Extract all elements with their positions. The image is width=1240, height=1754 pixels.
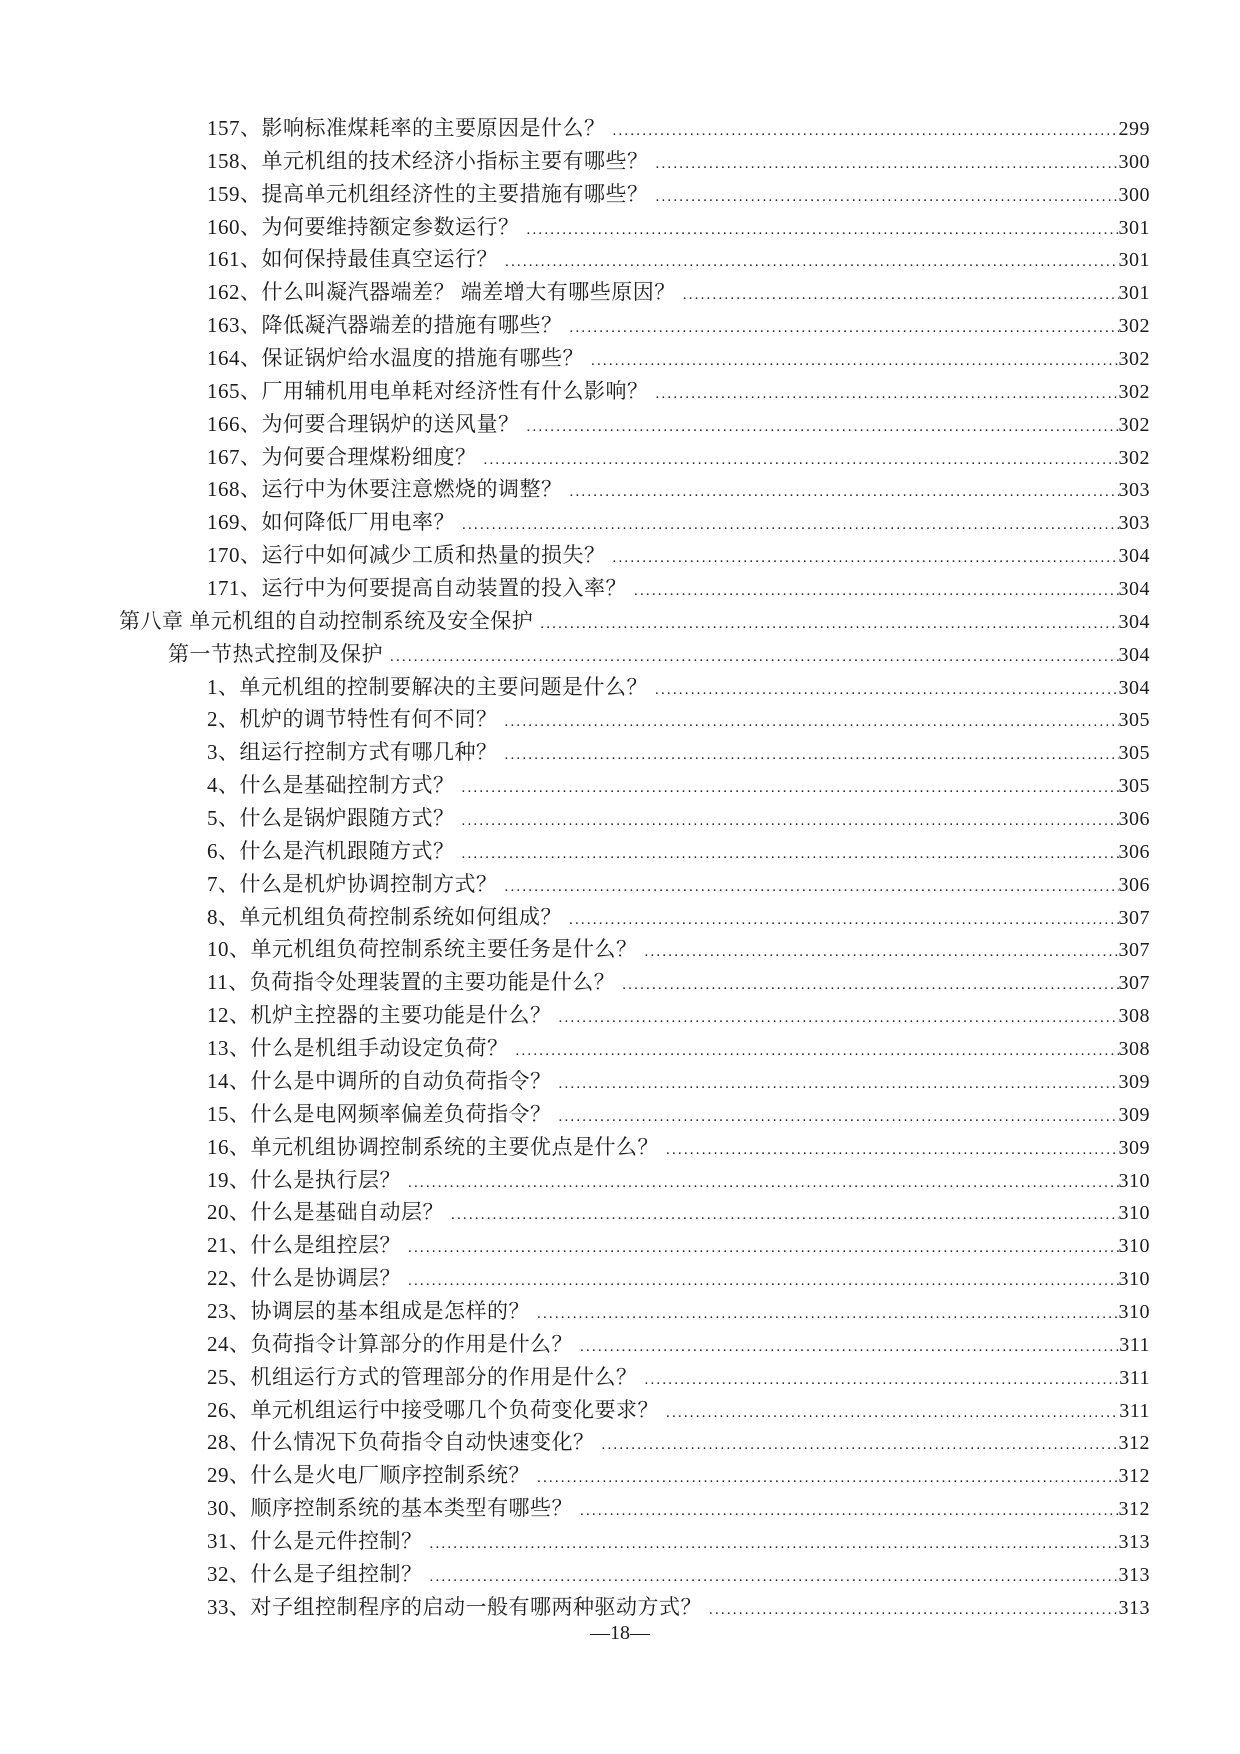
dot-leader [666, 1131, 1119, 1167]
toc-entry-label: 169、如何降低厂用电率？ [207, 510, 455, 535]
toc-entry-label: 22、什么是协调层？ [207, 1266, 401, 1291]
toc-entry-page: 313 [1118, 1563, 1150, 1586]
toc-entry-page: 309 [1118, 1103, 1150, 1126]
toc-entry-label: 19、什么是执行层？ [207, 1167, 401, 1192]
toc-entry[interactable] [119, 1558, 1150, 1591]
toc-entry-page: 305 [1118, 775, 1150, 798]
dot-leader [559, 999, 1119, 1035]
dot-leader [462, 506, 1119, 542]
dot-leader [430, 1558, 1119, 1594]
dot-leader [645, 933, 1119, 969]
dot-leader [656, 375, 1119, 411]
dot-leader [527, 408, 1119, 444]
toc-entry[interactable] [119, 539, 1150, 572]
toc-entry-label: 20、什么是基础自动层？ [207, 1200, 444, 1225]
toc-entry-label: 171、运行中为何要提高自动装置的投入率？ [207, 576, 627, 601]
dot-leader [602, 1426, 1119, 1462]
toc-entry-label: 163、降低凝汽器端差的措施有哪些？ [207, 313, 563, 338]
toc-entry[interactable] [119, 1361, 1150, 1394]
dot-leader [570, 309, 1119, 345]
dot-leader [408, 1229, 1119, 1265]
dot-leader [559, 1065, 1119, 1101]
dot-leader [462, 802, 1119, 838]
toc-entry[interactable] [119, 408, 1150, 441]
page-number: —18— [590, 1622, 650, 1644]
toc-entry-page: 299 [1118, 118, 1150, 140]
toc-entry-label: 157、影响标准煤耗率的主要原因是什么？ [207, 116, 606, 140]
toc-entry-label: 4、什么是基础控制方式？ [207, 773, 455, 798]
dot-leader [559, 1098, 1119, 1134]
toc-entry[interactable] [119, 1164, 1150, 1197]
page-footer [0, 1620, 1240, 1646]
toc-entry-label: 33、对子组控制程序的启动一般有哪两种驱动方式？ [207, 1594, 702, 1619]
dot-leader [451, 1196, 1119, 1232]
toc-entry[interactable] [119, 966, 1150, 999]
dot-leader [516, 1032, 1119, 1068]
toc-entry-label: 14、什么是中调所的自动负荷指令？ [207, 1068, 552, 1093]
dot-leader [484, 441, 1119, 477]
toc-entry-label: 25、机组运行方式的管理部分的作用是什么？ [207, 1364, 638, 1389]
toc-entry-page: 313 [1118, 1596, 1150, 1619]
toc-entry-page: 306 [1118, 873, 1150, 896]
toc-entry-page: 309 [1118, 1070, 1150, 1093]
toc-entry-page: 305 [1118, 742, 1150, 765]
toc-entry-label: 161、如何保持最佳真空运行？ [207, 247, 498, 272]
toc-entry-label: 165、厂用辅机用电单耗对经济性有什么影响？ [207, 378, 649, 403]
toc-entry-label: 28、什么情况下负荷指令自动快速变化？ [207, 1430, 595, 1455]
toc-entry-label: 15、什么是电网频率偏差负荷指令？ [207, 1101, 552, 1126]
toc-entry[interactable] [119, 441, 1150, 474]
toc-entry-page: 302 [1118, 446, 1150, 469]
toc-entry[interactable] [119, 1492, 1150, 1525]
toc-entry[interactable] [119, 375, 1150, 408]
toc-entry-label: 第一节热式控制及保护 [168, 641, 383, 666]
toc-entry-label: 16、单元机组协调控制系统的主要优点是什么？ [207, 1134, 659, 1159]
toc-entry-page: 309 [1118, 1136, 1150, 1159]
toc-entry-label: 2、机炉的调节特性有何不同？ [207, 707, 498, 732]
toc-entry-page: 310 [1118, 1202, 1150, 1225]
toc-entry[interactable] [119, 703, 1150, 736]
toc-entry-label: 164、保证锅炉给水温度的措施有哪些？ [207, 346, 584, 371]
toc-entry-label: 13、什么是机组手动设定负荷？ [207, 1036, 509, 1061]
dot-leader [505, 736, 1119, 772]
toc-entry-label: 29、什么是火电厂顺序控制系统？ [207, 1463, 530, 1488]
dot-leader [613, 539, 1119, 575]
dot-leader [591, 342, 1119, 378]
toc-entry-page: 307 [1118, 972, 1150, 995]
toc-entry[interactable] [119, 178, 1150, 211]
toc-entry-label: 32、什么是子组控制？ [207, 1561, 423, 1586]
toc-entry[interactable] [119, 868, 1150, 901]
toc-entry[interactable] [119, 999, 1150, 1032]
dot-leader [580, 1492, 1119, 1528]
toc-entry-label: 6、什么是汽机跟随方式？ [207, 838, 455, 863]
toc-entry[interactable] [119, 605, 1150, 638]
toc-entry-label: 168、运行中为休要注意燃烧的调整？ [207, 477, 563, 502]
toc-entry-label: 11、负荷指令处理装置的主要功能是什么？ [207, 970, 616, 995]
toc-entry[interactable] [119, 638, 1150, 671]
dot-leader [580, 1328, 1119, 1364]
dot-leader [462, 769, 1119, 805]
dot-leader [570, 473, 1119, 509]
dot-leader [569, 901, 1119, 937]
toc-entry-label: 160、为何要维持额定参数运行？ [207, 214, 520, 239]
dot-leader [645, 1361, 1120, 1397]
dot-leader [683, 276, 1119, 312]
dot-leader [527, 211, 1119, 247]
toc-entry[interactable] [119, 243, 1150, 276]
dot-leader [505, 243, 1119, 279]
toc-entry-page: 312 [1118, 1498, 1150, 1521]
toc-entry[interactable] [119, 276, 1150, 309]
toc-entry[interactable] [119, 1394, 1150, 1427]
toc-entry[interactable] [119, 1098, 1150, 1131]
toc-entry[interactable] [119, 1229, 1150, 1262]
toc-entry[interactable] [119, 211, 1150, 244]
toc-entry[interactable] [119, 1426, 1150, 1459]
toc-entry-page: 302 [1118, 348, 1150, 371]
toc-entry-label: 31、什么是元件控制？ [207, 1528, 423, 1553]
toc-entry-label: 23、协调层的基本组成是怎样的？ [207, 1298, 530, 1323]
toc-entry-page: 304 [1118, 643, 1150, 666]
toc-entry[interactable] [119, 473, 1150, 506]
toc-entry-page: 311 [1119, 1399, 1150, 1422]
toc-entry-label: 12、机炉主控器的主要功能是什么？ [207, 1003, 552, 1028]
dot-leader [613, 112, 1119, 148]
toc-entry-page: 312 [1118, 1465, 1150, 1488]
dot-leader [656, 145, 1119, 181]
dot-leader [540, 605, 1118, 641]
toc-entry[interactable] [119, 1032, 1150, 1065]
toc-entry[interactable] [119, 1525, 1150, 1558]
toc-entry-label: 10、单元机组负荷控制系统主要任务是什么？ [207, 937, 638, 962]
dot-leader [655, 671, 1119, 707]
toc-entry-label: 159、提高单元机组经济性的主要措施有哪些？ [207, 181, 649, 206]
toc-entry-label: 24、负荷指令计算部分的作用是什么？ [207, 1331, 573, 1356]
toc-entry-label: 21、什么是组控层？ [207, 1233, 401, 1258]
dot-leader [408, 1262, 1119, 1298]
toc-entry[interactable] [119, 901, 1150, 934]
dot-leader [505, 703, 1119, 739]
toc-entry-label: 167、为何要合理煤粉细度？ [207, 444, 477, 469]
toc-entry-page: 306 [1118, 840, 1150, 863]
toc-entry-label: 1、单元机组的控制要解决的主要问题是什么？ [207, 674, 648, 699]
toc-entry-page: 311 [1119, 1366, 1150, 1389]
dot-leader [390, 638, 1119, 674]
toc-entry[interactable] [119, 802, 1150, 835]
dot-leader [656, 178, 1119, 214]
toc-entry-page: 311 [1119, 1333, 1150, 1356]
toc-entry-label: 5、什么是锅炉跟随方式？ [207, 806, 455, 831]
toc-entry-label: 166、为何要合理锅炉的送风量？ [207, 411, 520, 436]
toc-entry[interactable] [119, 769, 1150, 802]
toc-entry-page: 301 [1118, 282, 1150, 305]
toc-entry-page: 301 [1118, 216, 1150, 239]
toc-entry-page: 303 [1118, 479, 1150, 502]
toc-entry-page: 300 [1118, 183, 1150, 206]
toc-entry-label: 第八章 单元机组的自动控制系统及安全保护 [119, 608, 534, 633]
toc-entry-page: 300 [1118, 150, 1150, 173]
toc-entry-page: 308 [1118, 1038, 1150, 1061]
toc-entry[interactable] [119, 506, 1150, 539]
toc-entry[interactable] [119, 572, 1150, 605]
dot-leader [430, 1525, 1119, 1561]
toc-entry-page: 312 [1118, 1432, 1150, 1455]
dot-leader [537, 1295, 1119, 1331]
toc-entry-page: 307 [1118, 939, 1150, 962]
toc-entry[interactable] [119, 1295, 1150, 1328]
toc-entry-page: 308 [1118, 1005, 1150, 1028]
toc-entry-page: 305 [1118, 709, 1150, 732]
toc-entry-page: 306 [1118, 808, 1150, 831]
toc-entry-page: 310 [1118, 1235, 1150, 1258]
toc-entry-label: 7、什么是机炉协调控制方式？ [207, 871, 498, 896]
toc-entry-page: 310 [1118, 1268, 1150, 1291]
toc-list [119, 112, 1150, 1624]
toc-entry-label: 30、顺序控制系统的基本类型有哪些？ [207, 1496, 573, 1521]
toc-entry-page: 310 [1118, 1169, 1150, 1192]
toc-entry-page: 302 [1118, 380, 1150, 403]
dot-leader [462, 835, 1119, 871]
toc-entry[interactable] [119, 1459, 1150, 1492]
toc-entry-page: 304 [1118, 578, 1150, 601]
dot-leader [537, 1459, 1119, 1495]
toc-entry-page: 302 [1118, 413, 1150, 436]
dot-leader [634, 572, 1119, 608]
toc-entry-label: 162、什么叫凝汽器端差？ 端差增大有哪些原因？ [207, 280, 676, 305]
toc-entry[interactable] [119, 112, 1150, 145]
toc-entry[interactable] [119, 145, 1150, 178]
toc-entry-page: 304 [1118, 545, 1150, 568]
toc-entry[interactable] [119, 933, 1150, 966]
toc-entry[interactable] [119, 342, 1150, 375]
toc-entry[interactable] [119, 1262, 1150, 1295]
toc-entry-page: 301 [1118, 249, 1150, 272]
toc-entry-page: 304 [1118, 676, 1150, 699]
toc-entry-page: 313 [1118, 1530, 1150, 1553]
toc-entry-page: 303 [1118, 512, 1150, 535]
dot-leader [505, 868, 1119, 904]
dot-leader [666, 1394, 1119, 1430]
toc-entry[interactable] [119, 835, 1150, 868]
toc-entry[interactable] [119, 1065, 1150, 1098]
toc-entry-label: 8、单元机组负荷控制系统如何组成？ [207, 904, 562, 929]
toc-entry-page: 307 [1118, 906, 1150, 929]
toc-entry-label: 3、组运行控制方式有哪几种？ [207, 740, 498, 765]
toc-entry[interactable] [119, 1328, 1150, 1361]
dot-leader [408, 1164, 1119, 1200]
toc-entry-page: 310 [1118, 1300, 1150, 1323]
toc-entry[interactable] [119, 736, 1150, 769]
toc-entry-page: 302 [1118, 315, 1150, 338]
toc-entry-label: 158、单元机组的技术经济小指标主要有哪些？ [207, 148, 649, 173]
toc-entry[interactable] [119, 1131, 1150, 1164]
toc-entry[interactable] [119, 671, 1150, 704]
toc-entry[interactable] [119, 1196, 1150, 1229]
toc-entry-label: 26、单元机组运行中接受哪几个负荷变化要求？ [207, 1397, 659, 1422]
toc-entry[interactable] [119, 1591, 1150, 1624]
toc-entry-label: 170、运行中如何减少工质和热量的损失？ [207, 543, 606, 568]
toc-entry[interactable] [119, 309, 1150, 342]
toc-entry-page: 304 [1118, 610, 1150, 633]
dot-leader [622, 966, 1118, 1002]
